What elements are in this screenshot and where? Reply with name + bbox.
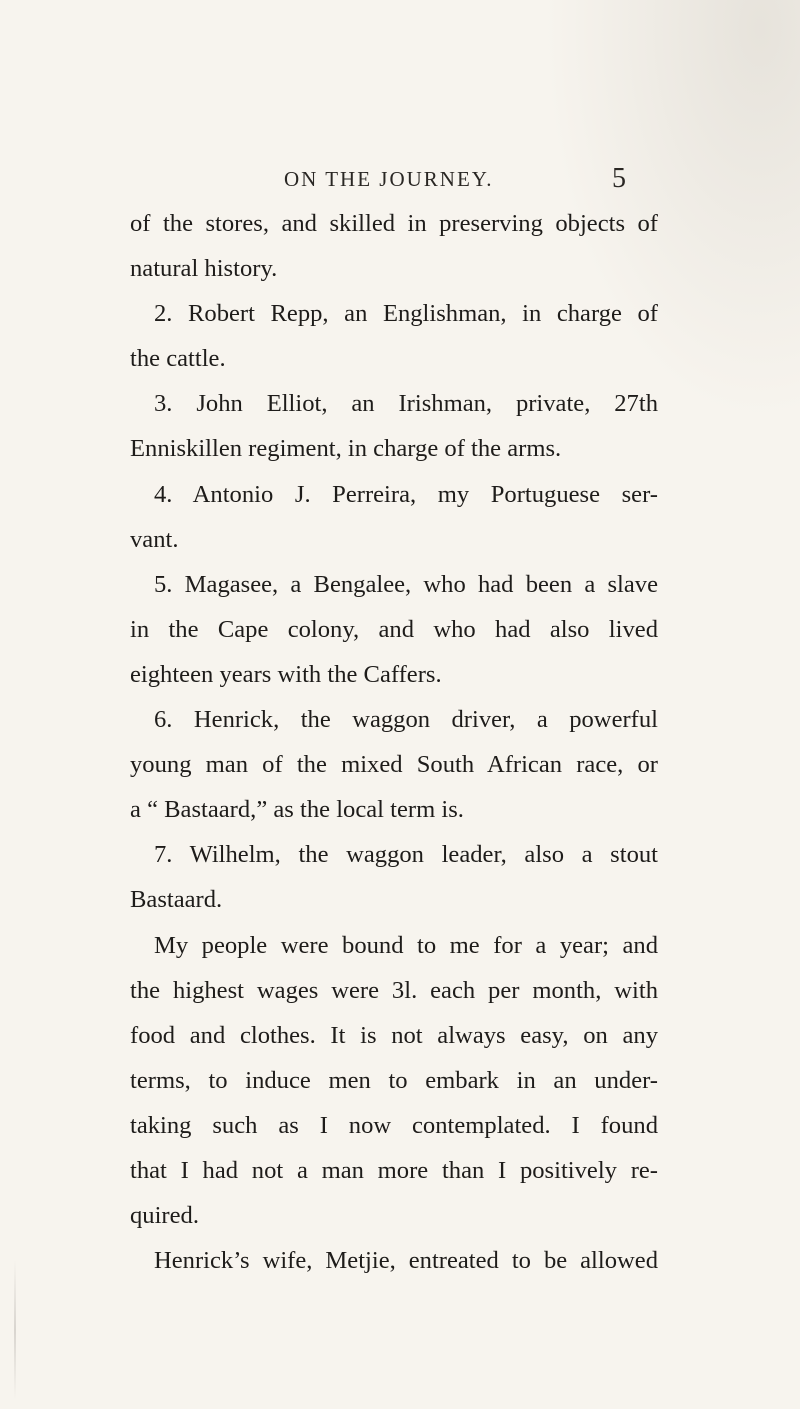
text-line: taking such as I now contemplated. I found [130,1111,658,1139]
text-line: that I had not a man more than I positively re- [130,1156,658,1184]
text-line: 6. Henrick, the waggon driver, a powerful [154,706,658,734]
text-line: Enniskillen regiment, in charge of the arms. [130,435,562,463]
page-number: 5 [612,163,626,194]
text-line: young man of the mixed South African race, or [130,751,658,779]
text-line: food and clothes. It is not always easy, on any [130,1021,658,1049]
page-edge-shadow [14,1260,16,1400]
text-line: My people were bound to me for a year; and [154,931,658,959]
text-line: in the Cape colony, and who had also lived [130,615,658,643]
text-line: natural history. [130,255,278,283]
text-line: 3. John Elliot, an Irishman, private, 27th [154,390,658,418]
text-line: eighteen years with the Caffers. [130,660,442,688]
body-text [130,201,658,1283]
text-line: Bastaard. [130,886,223,914]
text-line: a “ Bastaard,” as the local term is. [130,796,464,824]
text-line: 4. Antonio J. Perreira, my Portuguese ser- [154,480,658,508]
text-line: Henrick’s wife, Metjie, entreated to be allowed [154,1247,658,1275]
text-line: 5. Magasee, a Bengalee, who had been a slave [154,570,658,598]
text-line: of the stores, and skilled in preserving objects of [130,210,658,237]
text-line: the highest wages were 3l. each per month, with [130,976,658,1004]
text-line: quired. [130,1202,199,1230]
text-line: terms, to induce men to embark in an under- [130,1066,658,1094]
text-line: 7. Wilhelm, the waggon leader, also a stout [154,841,658,869]
text-line: 2. Robert Repp, an Englishman, in charge of [154,300,658,328]
running-head: ON THE JOURNEY. [284,167,494,191]
text-line: vant. [130,525,179,553]
text-line: the cattle. [130,345,226,373]
page-header [0,163,800,197]
